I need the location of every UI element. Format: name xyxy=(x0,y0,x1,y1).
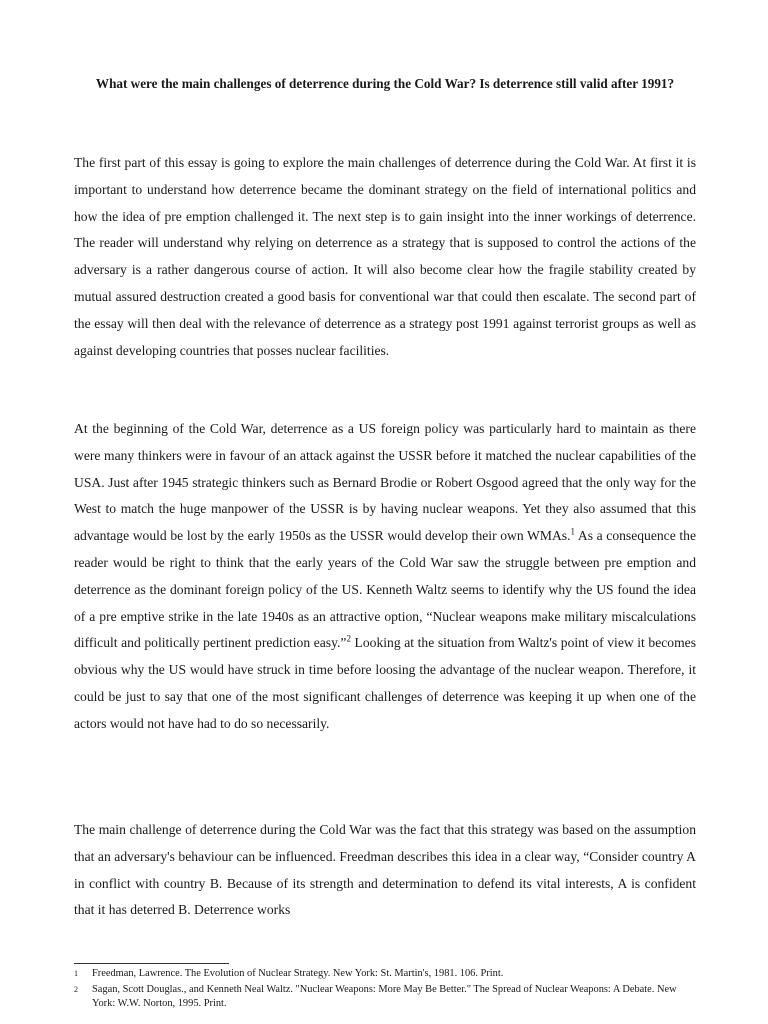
footnote-text: Freedman, Lawrence. The Evolution of Nuclear Strategy. New York: St. Martin's, 1981. 106. Print. xyxy=(92,968,504,979)
footnote-divider xyxy=(74,963,229,964)
footnote-ref-2[interactable]: 2 xyxy=(346,633,351,644)
paragraph-text: At the beginning of the Cold War, deterrence as a US foreign policy was particularly hard to maintain as there were many thinkers were in favour of an attack against the USSR before it matched the nuclear capabilities of the USA. Just after 1945 strategic thinkers such as Bernard Brodie or Robert Osgood agreed that the only way for the West to match the huge manpower of the USSR is by having nuclear weapons. Yet they also assumed that this advantage would be lost by the early 1950s as the USSR would develop their own WMAs. xyxy=(74,421,696,544)
footnote-number: 1 xyxy=(74,969,78,978)
footnote-2 xyxy=(74,983,696,1010)
paragraph-text: Looking at the situation from Waltz's point of view it becomes obvious why the US would have struck in time before loosing the advantage of the nuclear weapon. Therefore, it could be just to say that one of the most significant challenges of deterrence was keeping it up when one of the actors would not have had to do so necessarily. xyxy=(74,635,696,731)
footnote-ref-1[interactable]: 1 xyxy=(570,526,575,537)
paragraph-cold-war-beginning xyxy=(74,416,696,738)
essay-title: What were the main challenges of deterrence during the Cold War? Is deterrence still valid after 1991? xyxy=(95,76,675,91)
paragraph-intro: The first part of this essay is going to explore the main challenges of deterrence during the Cold War. At first it is important to understand how deterrence became the dominant strategy on the field of international politics and how the idea of pre emption challenged it. The next step is to gain insight into the inner workings of deterrence. The reader will understand why relying on deterrence as a strategy that is supposed to control the actions of the adversary is a rather dangerous course of action. It will also become clear how the fragile stability created by mutual assured destruction created a good basis for conventional war that could then escalate. The second part of the essay will then deal with the relevance of deterrence as a strategy post 1991 against terrorist groups as well as against developing countries that posses nuclear facilities. xyxy=(74,155,696,358)
footnote-1 xyxy=(74,967,696,981)
paragraph-text: As a consequence the reader would be right to think that the early years of the Cold War saw the struggle between pre emption and deterrence as the dominant foreign policy of the US. Kenneth Waltz seems to identify why the US found the idea of a pre emptive strike in the late 1940s as an attractive option, “Nuclear weapons make military miscalculations difficult and politically pertinent prediction easy.” xyxy=(74,528,696,651)
footnote-number: 2 xyxy=(74,985,78,994)
footnote-text: Sagan, Scott Douglas., and Kenneth Neal Waltz. "Nuclear Weapons: More May Be Better." The Spread of Nuclear Weapons: A Debate. New York: W.W. Norton, 1995. Print. xyxy=(92,984,677,1009)
paragraph-main-challenge: The main challenge of deterrence during the Cold War was the fact that this strategy was based on the assumption that an adversary's behaviour can be influenced. Freedman describes this idea in a clear way, “Consider country A in conflict with country B. Because of its strength and determination to defend its vital interests, A is confident that it has deterred B. Deterrence works xyxy=(74,822,696,918)
